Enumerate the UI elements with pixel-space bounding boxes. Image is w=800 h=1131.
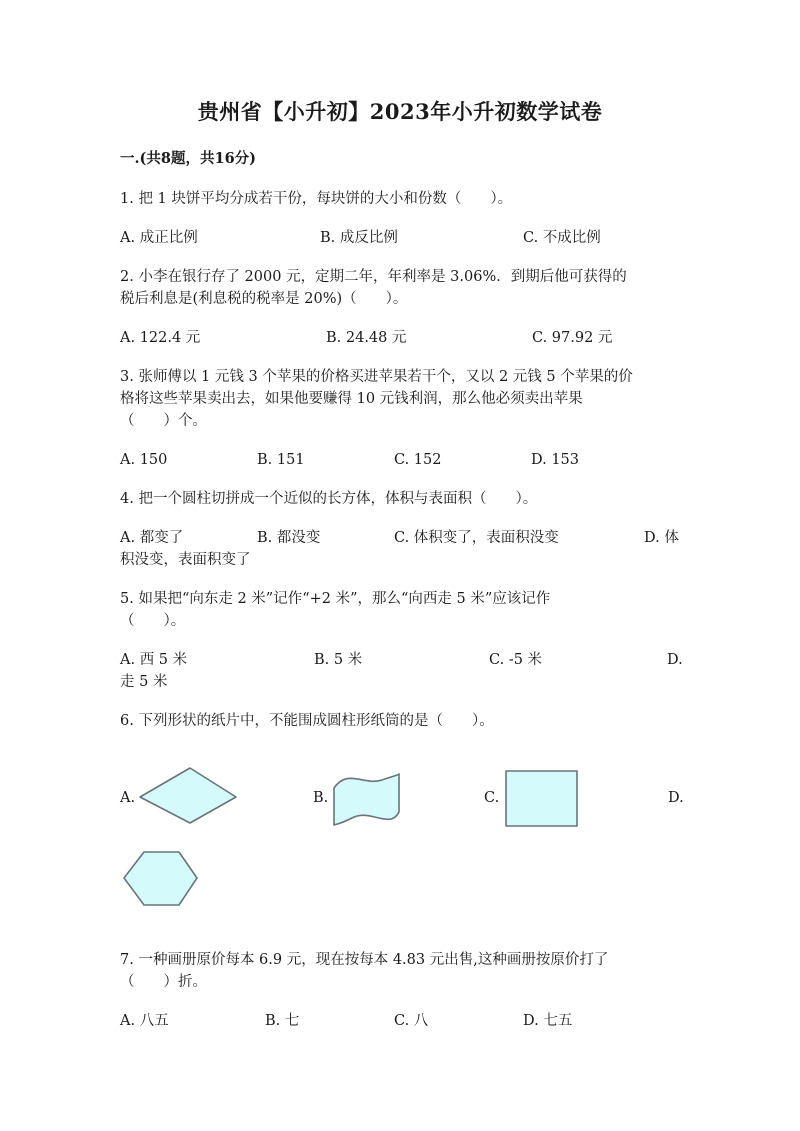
- q5-option-a[interactable]: A. 西 5 米: [120, 652, 188, 668]
- question-2-line-1: 2. 小李在银行存了 2000 元，定期二年，年利率是 3.06%．到期后他可获得的: [120, 269, 627, 285]
- rhombus-shape: [140, 768, 236, 823]
- q6-option-d[interactable]: D.: [668, 790, 684, 806]
- q1-option-c[interactable]: C. 不成比例: [523, 230, 601, 246]
- q7-option-a[interactable]: A. 八五: [120, 1013, 169, 1029]
- q2-option-b[interactable]: B. 24.48 元: [326, 330, 407, 346]
- q4-option-a[interactable]: A. 都变了: [120, 530, 184, 546]
- question-4-text: 4. 把一个圆柱切拼成一个近似的长方体，体积与表面积（ ）。: [120, 491, 538, 507]
- q6-option-c[interactable]: C.: [484, 790, 500, 806]
- q4-option-b[interactable]: B. 都没变: [257, 530, 321, 546]
- question-5-line-2: （ ）。: [120, 613, 186, 629]
- question-5-line-1: 5. 如果把“向东走 2 米”记作“+2 米”，那么“向西走 5 米”应该记作: [120, 591, 551, 607]
- question-7-line-1: 7. 一种画册原价每本 6.9 元，现在按每本 4.83 元出售,这种画册按原价打了: [120, 952, 609, 968]
- q7-option-d[interactable]: D. 七五: [523, 1013, 573, 1029]
- q1-option-a[interactable]: A. 成正比例: [120, 230, 198, 246]
- wavy-parallelogram-shape: [334, 774, 399, 825]
- hexagon-shape: [124, 852, 197, 905]
- q4-option-d-continued: 积没变，表面积变了: [120, 552, 251, 568]
- q6-option-b[interactable]: B.: [313, 790, 329, 806]
- question-7-line-2: （ ）折。: [120, 974, 207, 990]
- q3-option-b[interactable]: B. 151: [257, 452, 305, 468]
- q5-option-b[interactable]: B. 5 米: [314, 652, 363, 668]
- q2-option-a[interactable]: A. 122.4 元: [120, 330, 201, 346]
- question-3-line-3: （ ）个。: [120, 413, 207, 429]
- question-2-line-2: 税后利息是(利息税的税率是 20%)（ ）。: [120, 291, 408, 307]
- q3-option-d[interactable]: D. 153: [531, 452, 580, 468]
- q1-option-b[interactable]: B. 成反比例: [320, 230, 398, 246]
- q3-option-a[interactable]: A. 150: [120, 452, 168, 468]
- q6-option-a[interactable]: A.: [120, 790, 136, 806]
- rectangle-shape: [506, 771, 577, 826]
- question-3-line-2: 格将这些苹果卖出去，如果他要赚得 10 元钱利润，那么他必须卖出苹果: [120, 391, 583, 407]
- q2-option-c[interactable]: C. 97.92 元: [532, 330, 613, 346]
- q4-option-c[interactable]: C. 体积变了，表面积没变: [394, 530, 559, 546]
- question-6-text: 6. 下列形状的纸片中，不能围成圆柱形纸筒的是（ ）。: [120, 713, 494, 729]
- q3-option-c[interactable]: C. 152: [394, 452, 442, 468]
- question-1-text: 1. 把 1 块饼平均分成若干份，每块饼的大小和份数（ ）。: [120, 191, 513, 207]
- q5-option-d-continued: 走 5 米: [120, 674, 168, 690]
- q7-option-b[interactable]: B. 七: [265, 1013, 300, 1029]
- q7-option-c[interactable]: C. 八: [394, 1013, 429, 1029]
- exam-title: 贵州省【小升初】2023年小升初数学试卷: [197, 99, 603, 124]
- question-3-line-1: 3. 张师傅以 1 元钱 3 个苹果的价格买进苹果若干个，又以 2 元钱 5 个苹果的价: [120, 369, 633, 385]
- q4-option-d[interactable]: D. 体: [644, 530, 679, 546]
- q5-option-c[interactable]: C. -5 米: [489, 652, 543, 668]
- q5-option-d[interactable]: D.: [667, 652, 683, 668]
- section-heading: 一.(共8题，共16分): [120, 150, 257, 167]
